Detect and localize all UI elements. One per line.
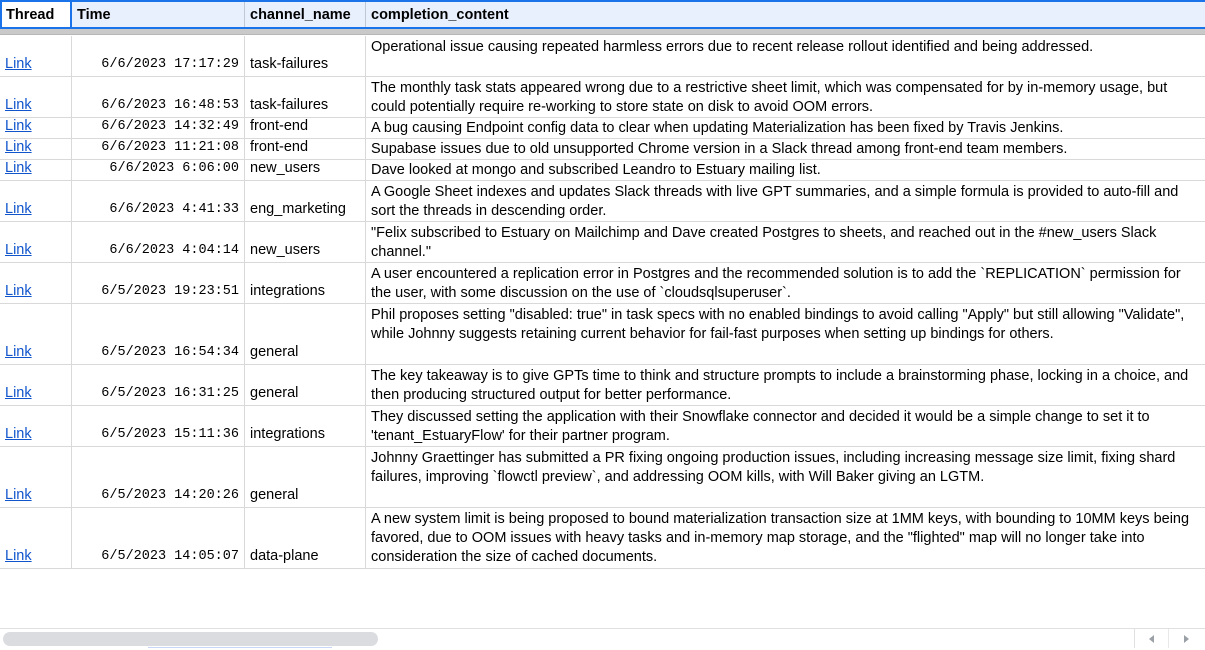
cell-thread[interactable] — [0, 447, 72, 507]
cell-channel-name[interactable]: integrations — [245, 406, 366, 446]
chevron-right-icon — [1184, 635, 1189, 643]
column-header-thread[interactable] — [0, 0, 72, 29]
thread-link[interactable]: Link — [5, 56, 32, 72]
column-header-channel-name[interactable] — [245, 2, 366, 27]
cell-completion-content[interactable] — [366, 36, 1205, 76]
completion-content-text: "Felix subscribed to Estuary on Mailchimp and Dave created Postgres to sheets, and reached out in the #new_users Slack channel." — [371, 225, 1157, 260]
cell-time[interactable]: 6/5/2023 14:20:26 — [72, 447, 245, 507]
cell-channel-name[interactable]: integrations — [245, 263, 366, 303]
cell-channel-name[interactable]: general — [245, 447, 366, 507]
scrollbar-arrow-group — [1135, 629, 1204, 649]
cell-completion-content[interactable] — [366, 118, 1205, 138]
cell-thread[interactable] — [0, 36, 72, 76]
cell-completion-content[interactable] — [366, 222, 1205, 262]
cell-channel-name[interactable]: new_users — [245, 160, 366, 180]
thread-link[interactable]: Link — [5, 344, 32, 360]
completion-content-text: A bug causing Endpoint config data to clear when updating Materialization has been fixed by Travis Jenkins. — [371, 119, 1064, 136]
frozen-row-divider[interactable] — [0, 29, 1205, 35]
table-row[interactable] — [0, 118, 1205, 139]
column-header-time-label: Time — [77, 6, 111, 23]
table-row[interactable] — [0, 447, 1205, 508]
cell-completion-content[interactable] — [366, 406, 1205, 446]
table-row[interactable] — [0, 181, 1205, 222]
cell-time[interactable]: 6/5/2023 14:05:07 — [72, 508, 245, 568]
cell-time[interactable]: 6/6/2023 11:21:08 — [72, 139, 245, 159]
cell-channel-name[interactable]: general — [245, 304, 366, 364]
cell-time[interactable]: 6/6/2023 14:32:49 — [72, 118, 245, 138]
cell-thread[interactable] — [0, 160, 72, 180]
cell-thread[interactable] — [0, 365, 72, 405]
cell-completion-content[interactable] — [366, 365, 1205, 405]
cell-completion-content[interactable] — [366, 263, 1205, 303]
thread-link[interactable]: Link — [5, 426, 32, 442]
cell-time[interactable]: 6/6/2023 16:48:53 — [72, 77, 245, 117]
cell-channel-name[interactable]: task-failures — [245, 36, 366, 76]
cell-channel-name[interactable]: general — [245, 365, 366, 405]
chevron-left-icon — [1149, 635, 1154, 643]
horizontal-scrollbar-track[interactable] — [0, 629, 1135, 649]
grid-body[interactable] — [0, 36, 1205, 628]
cell-thread[interactable] — [0, 304, 72, 364]
completion-content-text: Johnny Graettinger has submitted a PR fixing ongoing production issues, including increasing message size limit, fixing shard failures, improving `flowctl preview`, and addressing OOM kills, with Will Baker giving an LGTM. — [371, 450, 1176, 485]
completion-content-text: Operational issue causing repeated harmless errors due to recent release rollout identified and being addressed. — [371, 39, 1094, 55]
cell-time[interactable]: 6/5/2023 16:31:25 — [72, 365, 245, 405]
cell-time[interactable]: 6/5/2023 15:11:36 — [72, 406, 245, 446]
thread-link[interactable]: Link — [5, 385, 32, 401]
cell-channel-name[interactable]: front-end — [245, 118, 366, 138]
thread-link[interactable]: Link — [5, 242, 32, 258]
completion-content-text: Dave looked at mongo and subscribed Leandro to Estuary mailing list. — [371, 161, 821, 178]
cell-time[interactable]: 6/6/2023 17:17:29 — [72, 36, 245, 76]
completion-content-text: A new system limit is being proposed to bound materialization transaction size at 1MM keys, with bounding to 10MM keys being favored, due to OOM issues with heavy tasks and in-memory map storage, and the "flighted" map will no longer take into consideration the size of cached documents. — [371, 511, 1190, 565]
cell-thread[interactable] — [0, 181, 72, 221]
cell-completion-content[interactable] — [366, 508, 1205, 568]
cell-time[interactable]: 6/5/2023 16:54:34 — [72, 304, 245, 364]
thread-link[interactable]: Link — [5, 97, 32, 113]
completion-content-text: A Google Sheet indexes and updates Slack threads with live GPT summaries, and a simple formula is provided to auto-fill and sort the threads in descending order. — [371, 184, 1179, 219]
thread-link[interactable]: Link — [5, 548, 32, 564]
thread-link[interactable]: Link — [5, 139, 32, 155]
cell-thread[interactable] — [0, 406, 72, 446]
thread-link[interactable]: Link — [5, 487, 32, 503]
cell-completion-content[interactable] — [366, 77, 1205, 117]
column-header-time[interactable] — [72, 2, 245, 27]
completion-content-text: The key takeaway is to give GPTs time to think and structure prompts to include a brainstorming phase, locking in a choice, and then producing structured output for better performance. — [371, 368, 1189, 403]
table-row[interactable] — [0, 263, 1205, 304]
cell-thread[interactable] — [0, 118, 72, 138]
table-row[interactable] — [0, 139, 1205, 160]
horizontal-scrollbar-thumb[interactable] — [3, 632, 378, 646]
cell-channel-name[interactable]: data-plane — [245, 508, 366, 568]
cell-channel-name[interactable]: eng_marketing — [245, 181, 366, 221]
cell-channel-name[interactable]: front-end — [245, 139, 366, 159]
table-row[interactable] — [0, 160, 1205, 181]
cell-completion-content[interactable] — [366, 304, 1205, 364]
cell-completion-content[interactable] — [366, 139, 1205, 159]
completion-content-text: The monthly task stats appeared wrong due to a restrictive sheet limit, which was compensated for by in-memory usage, but could potentially require re-working to store state on disk to avoid OOM errors. — [371, 80, 1168, 115]
table-row[interactable] — [0, 304, 1205, 365]
cell-time[interactable]: 6/6/2023 6:06:00 — [72, 160, 245, 180]
cell-thread[interactable] — [0, 77, 72, 117]
completion-content-text: Phil proposes setting "disabled: true" in task specs with no enabled bindings to avoid calling "Apply" but still allowing "Validate", while Johnny suggests retaining current behavior for fail-fast purposes when setting up bindings for others. — [371, 307, 1185, 342]
column-header-completion-content[interactable] — [366, 2, 1205, 27]
thread-link[interactable]: Link — [5, 118, 32, 134]
cell-time[interactable]: 6/5/2023 19:23:51 — [72, 263, 245, 303]
column-header-thread-label: Thread — [6, 6, 55, 23]
cell-thread[interactable] — [0, 263, 72, 303]
cell-completion-content[interactable] — [366, 160, 1205, 180]
scroll-left-button[interactable] — [1135, 629, 1169, 649]
column-header-completion-content-label: completion_content — [371, 6, 509, 23]
table-row[interactable] — [0, 36, 1205, 77]
thread-link[interactable]: Link — [5, 160, 32, 176]
table-row[interactable] — [0, 508, 1205, 569]
completion-content-text: A user encountered a replication error in Postgres and the recommended solution is to add the `REPLICATION` permission for the user, with some discussion on the use of `cloudsqlsuperuser`. — [371, 266, 1181, 301]
cell-time[interactable]: 6/6/2023 4:41:33 — [72, 181, 245, 221]
completion-content-text: Supabase issues due to old unsupported Chrome version in a Slack thread among front-end team members. — [371, 140, 1068, 157]
cell-completion-content[interactable] — [366, 447, 1205, 507]
cell-channel-name[interactable]: task-failures — [245, 77, 366, 117]
cell-channel-name[interactable]: new_users — [245, 222, 366, 262]
cell-thread[interactable] — [0, 139, 72, 159]
thread-link[interactable]: Link — [5, 283, 32, 299]
table-row[interactable] — [0, 222, 1205, 263]
cell-time[interactable]: 6/6/2023 4:04:14 — [72, 222, 245, 262]
table-row[interactable] — [0, 406, 1205, 447]
cell-thread[interactable] — [0, 508, 72, 568]
horizontal-scrollbar[interactable] — [0, 628, 1205, 648]
cell-thread[interactable] — [0, 222, 72, 262]
table-row[interactable] — [0, 77, 1205, 118]
cell-completion-content[interactable] — [366, 181, 1205, 221]
table-row[interactable] — [0, 365, 1205, 406]
column-header-channel-name-label: channel_name — [250, 6, 351, 23]
scroll-right-button[interactable] — [1169, 629, 1203, 649]
completion-content-text: They discussed setting the application with their Snowflake connector and decided it would be a simple change to set it to 'tenant_EstuaryFlow' for their partner program. — [371, 409, 1150, 444]
column-header-row — [0, 0, 1205, 29]
thread-link[interactable]: Link — [5, 201, 32, 217]
